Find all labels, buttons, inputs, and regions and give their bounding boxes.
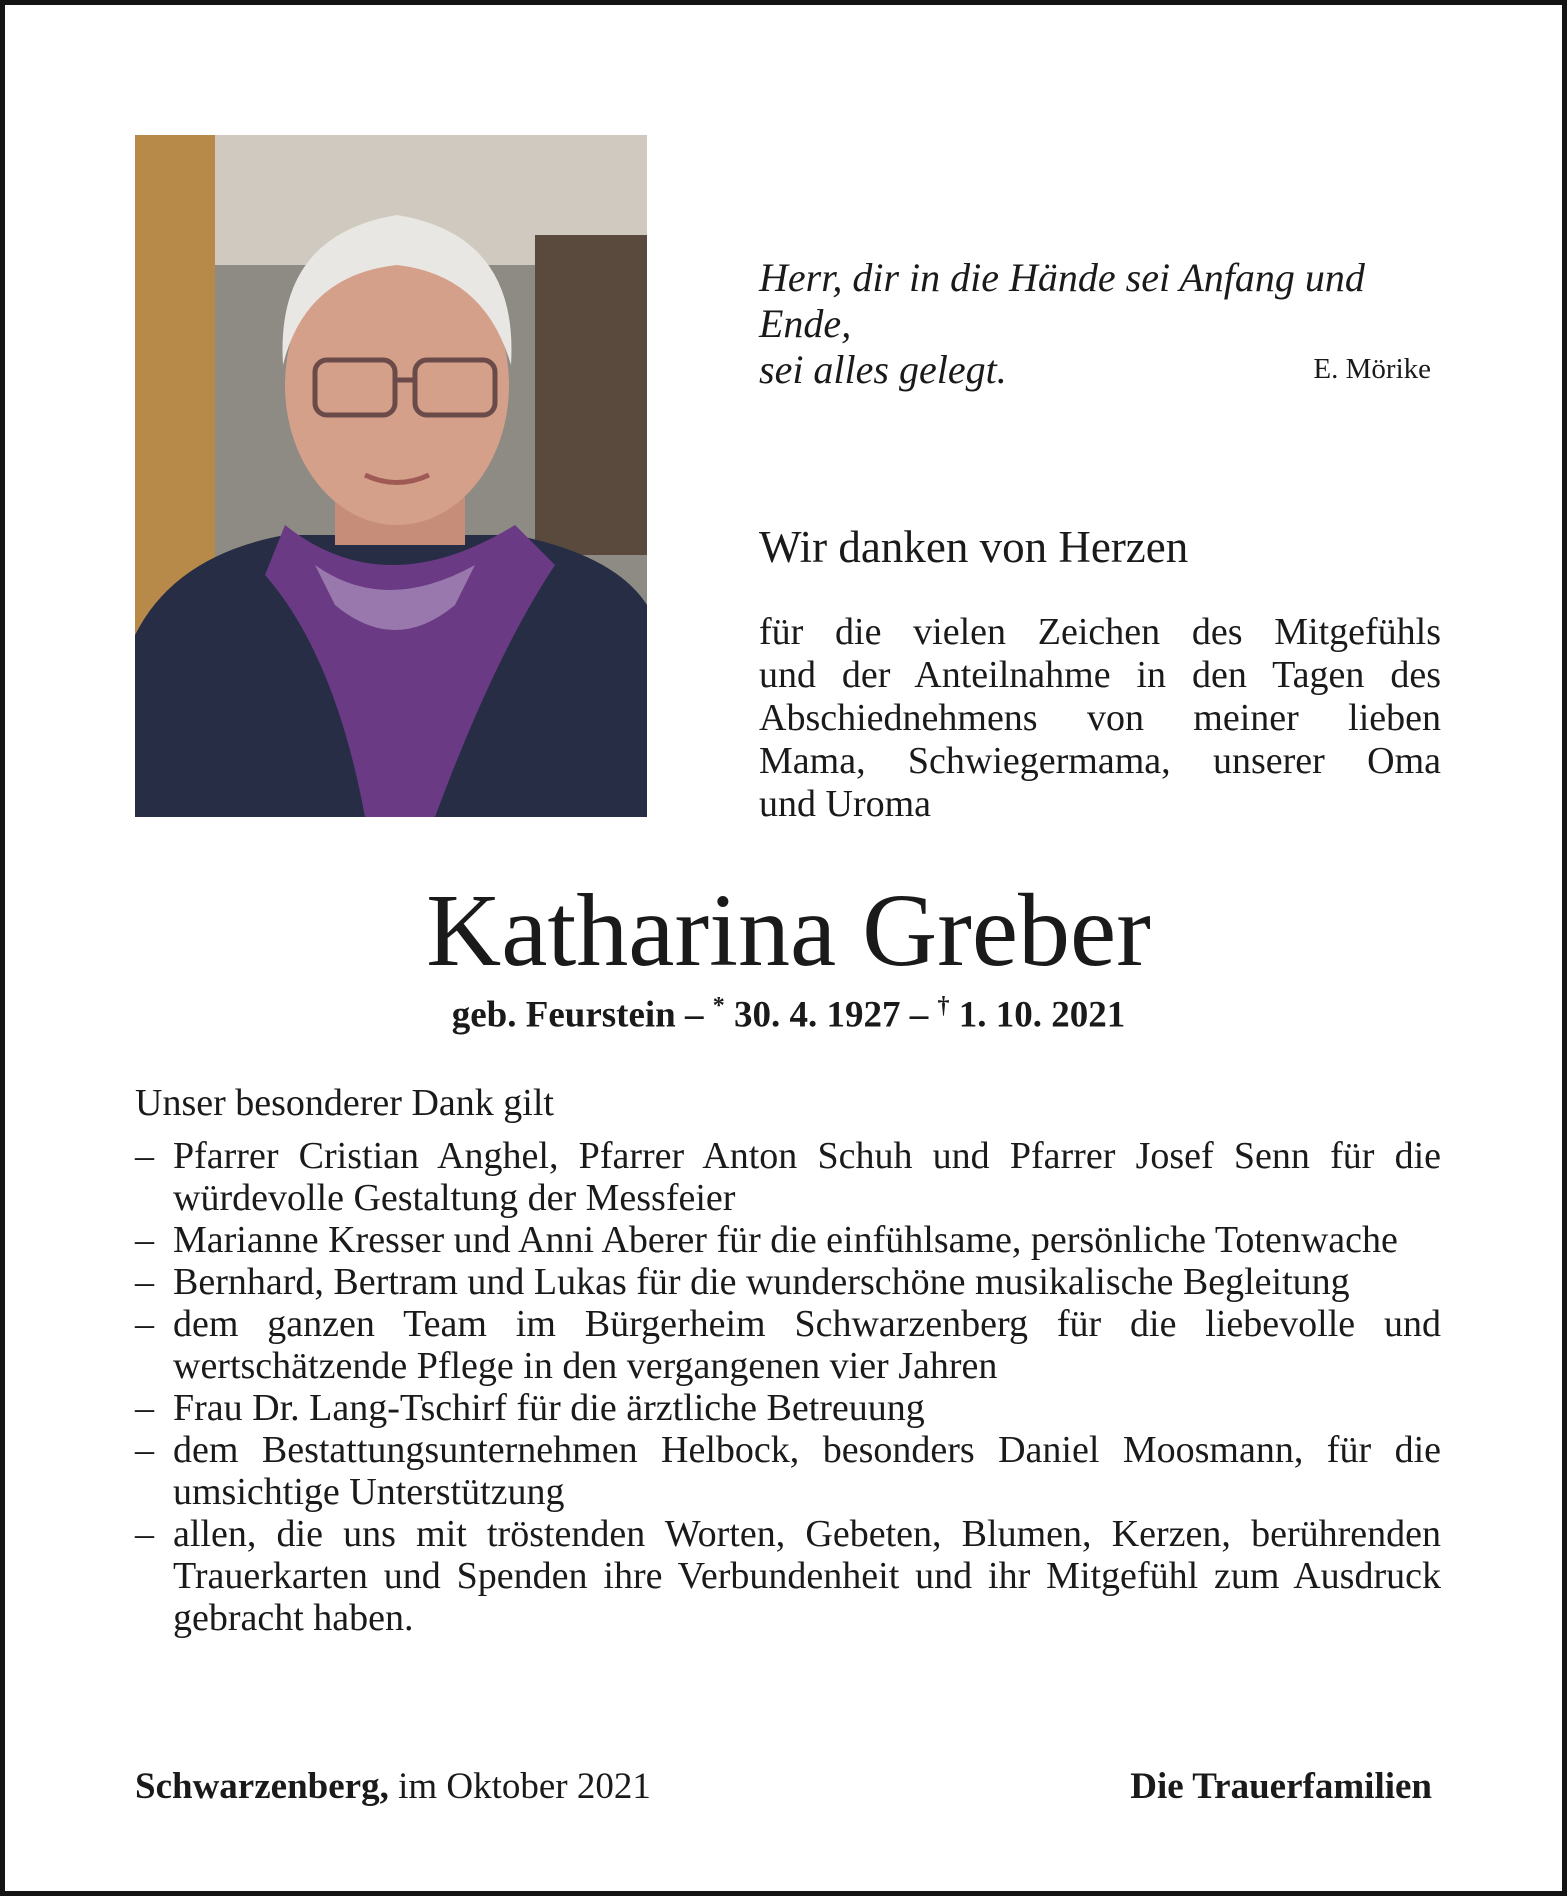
thanks-line: für die vielen Zeichen des Mitgefühls	[759, 611, 1441, 653]
deceased-name: Katharina Greber	[426, 873, 1151, 988]
list-item-text: Marianne Kresser und Anni Aberer für die einfühlsame, persönliche Totenwache	[173, 1219, 1398, 1261]
list-item	[135, 1429, 1441, 1513]
list-item	[135, 1219, 1441, 1261]
death-date: 1. 10. 2021	[958, 994, 1126, 1036]
thanks-body	[759, 611, 1441, 826]
death-symbol: †	[937, 993, 950, 1019]
footer-signature: Die Trauerfamilien	[1130, 1766, 1432, 1807]
list-item-text: Pfarrer Cristian Anghel, Pfarrer Anton Schuh und Pfarrer Josef Senn für die würdevolle Gestaltung der Messfeier	[173, 1135, 1441, 1219]
thanks-line: Mama, Schwiegermama, unserer Oma	[759, 740, 1441, 782]
thanks-line: Abschiednehmens von meiner lieben	[759, 697, 1441, 739]
list-item	[135, 1303, 1441, 1387]
portrait-image	[135, 135, 647, 817]
quote-author: E. Mörike	[1313, 353, 1431, 385]
list-dash: –	[135, 1429, 154, 1471]
date-separator: –	[909, 994, 929, 1036]
list-dash: –	[135, 1513, 154, 1555]
maiden-name: geb. Feurstein	[451, 994, 676, 1036]
quote-line-2: sei alles gelegt.	[759, 347, 1007, 392]
list-dash: –	[135, 1261, 154, 1303]
footer-date: im Oktober 2021	[398, 1766, 651, 1807]
dank-intro: Unser besonderer Dank gilt	[135, 1082, 554, 1124]
list-item-text: dem ganzen Team im Bürgerheim Schwarzenberg für die liebevolle und wertschätzende Pflege in den vergangenen vier Jahren	[173, 1303, 1441, 1387]
thanks-line: und Uroma	[759, 783, 932, 825]
birth-symbol: *	[712, 993, 725, 1019]
list-dash: –	[135, 1387, 154, 1429]
list-dash: –	[135, 1303, 154, 1345]
portrait-photo	[135, 135, 647, 817]
list-item	[135, 1513, 1441, 1639]
list-item-text: Frau Dr. Lang-Tschirf für die ärztliche Betreuung	[173, 1387, 925, 1429]
quote-line-1: Herr, dir in die Hände sei Anfang und Ende,	[759, 255, 1365, 346]
list-item	[135, 1387, 1441, 1429]
list-dash: –	[135, 1135, 154, 1177]
life-dates	[5, 993, 1567, 1036]
list-dash: –	[135, 1219, 154, 1261]
thanks-line: und der Anteilnahme in den Tagen des	[759, 654, 1441, 696]
list-item-text: dem Bestattungsunternehmen Helbock, besonders Daniel Moosmann, für die umsichtige Unterstützung	[173, 1429, 1441, 1513]
footer-place-date	[135, 1765, 651, 1808]
photo-furniture	[535, 235, 647, 555]
thanks-heading: Wir danken von Herzen	[759, 522, 1189, 572]
list-item	[135, 1135, 1441, 1219]
list-item-text: Bernhard, Bertram und Lukas für die wunderschöne musikalische Begleitung	[173, 1261, 1350, 1303]
dank-list	[135, 1135, 1441, 1639]
list-item	[135, 1261, 1441, 1303]
birth-date: 30. 4. 1927	[734, 994, 901, 1036]
footer-place: Schwarzenberg,	[135, 1766, 389, 1807]
date-separator: –	[685, 994, 704, 1036]
list-item-text: allen, die uns mit tröstenden Worten, Gebeten, Blumen, Kerzen, berührenden Trauerkarten und Spenden ihre Verbundenheit und ihr Mitgefühl zum Ausdruck gebracht haben.	[173, 1513, 1441, 1639]
